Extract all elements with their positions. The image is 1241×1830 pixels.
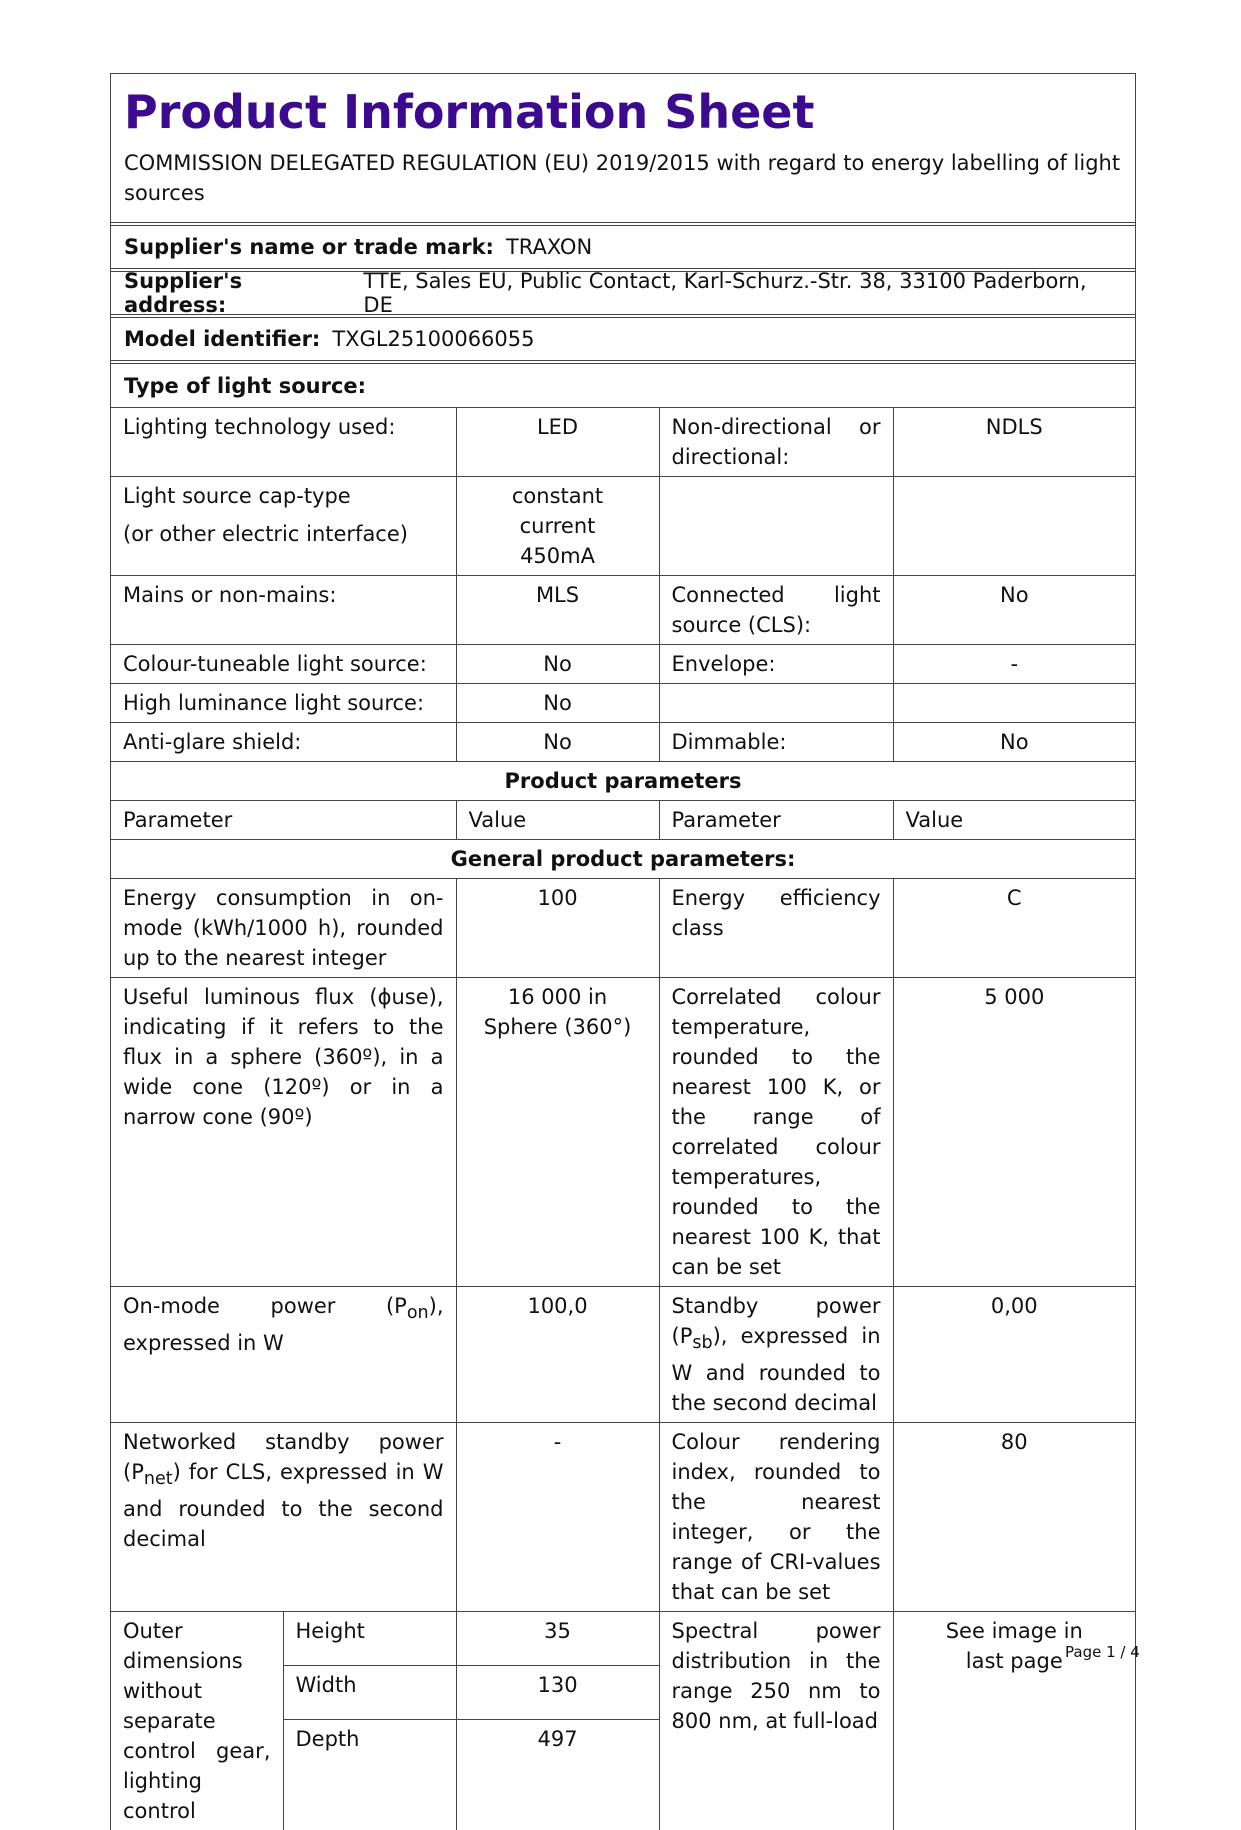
column-header: Value [893,801,1135,840]
supplier-address-row [111,271,1135,315]
table-row [111,645,1135,684]
type-label: Dimmable: [659,723,893,762]
parameter-value: - [456,1423,659,1612]
type-label [659,684,893,723]
parameter-value: C [893,879,1135,978]
label-subscript: net [143,1469,173,1490]
type-value: No [456,684,659,723]
type-label: Anti-glare shield: [111,723,456,762]
parameter-value: See image in last page [893,1612,1135,1830]
parameters-table [111,407,1135,1830]
type-heading-row [111,363,1135,407]
column-header: Parameter [659,801,893,840]
parameter-label: Spectral power distribution in the range 250 nm to 800 nm, at full-load [659,1612,893,1830]
table-row [111,684,1135,723]
table-row [111,477,1135,576]
page-title: Product Information Sheet [124,85,815,139]
type-label [659,477,893,576]
type-value: constant current 450mA [456,477,659,576]
supplier-name-value: TRAXON [505,235,593,259]
type-value [893,477,1135,576]
type-label: Envelope: [659,645,893,684]
type-value: No [456,645,659,684]
table-row [111,408,1135,477]
supplier-name-row [111,225,1135,269]
column-header: Value [456,801,659,840]
parameter-label: Colour rendering index, rounded to the nearest integer, or the range of CRI-values that can be set [659,1423,893,1612]
table-row [111,723,1135,762]
sheet-header [111,74,1135,223]
product-information-sheet [110,73,1136,1830]
parameter-label: Energy consumption in on-mode (kWh/1000 h), rounded up to the nearest integer [111,879,456,978]
type-value: No [893,723,1135,762]
table-row [111,879,1135,978]
parameter-label: Correlated colour temperature, rounded to the nearest 100 K, or the range of correlated colour temperatures, rounded to the nearest 100 K, that can be set [659,978,893,1287]
dimension-value: 497 [456,1720,659,1830]
label-subscript: on [406,1303,429,1324]
dimension-value: 130 [456,1666,659,1720]
label-part: ) for CLS, expressed in W and rounded to the second decimal [123,1460,444,1552]
model-identifier-value: TXGL25100066055 [332,327,535,351]
label-part: Networked standby power (P [123,1430,444,1485]
supplier-address-label: Supplier's address: [124,269,243,317]
cap-type-label: Light source cap-type [123,484,351,508]
table-row [111,576,1135,645]
general-parameters-heading: General product parameters: [111,840,1135,879]
parameter-value: 80 [893,1423,1135,1612]
table-row [111,801,1135,840]
parameter-value: 0,00 [893,1287,1135,1423]
type-label: High luminance light source: [111,684,456,723]
parameter-value: 100,0 [456,1287,659,1423]
parameter-label [111,1423,456,1612]
table-row [111,978,1135,1287]
supplier-address-value: TTE, Sales EU, Public Contact, Karl-Schurz.-Str. 38, 33100 Paderborn, DE [363,269,1087,317]
label-part: ), expressed in W and rounded to the second decimal [671,1324,881,1416]
label-part: On-mode power (P [123,1294,407,1318]
table-row [111,1287,1135,1423]
table-row [111,762,1135,801]
supplier-name-label: Supplier's name or trade mark: [124,235,494,259]
page-number: Page 1 / 4 [1065,1643,1140,1661]
type-label: Lighting technology used: [111,408,456,477]
type-label: Connected light source (CLS): [659,576,893,645]
type-value: NDLS [893,408,1135,477]
label-part: Standby power (P [671,1294,881,1348]
type-label [111,477,456,576]
table-row [111,1423,1135,1612]
type-value: LED [456,408,659,477]
label-part: ), expressed in W [123,1294,444,1356]
parameter-label [659,1287,893,1423]
type-value: - [893,645,1135,684]
parameter-value: 16 000 in Sphere (360°) [456,978,659,1287]
parameter-label: Useful luminous flux (ϕuse), indicating if it refers to the flux in a sphere (360º), in a wide cone (120º) or in a narrow cone (90º) [111,978,456,1287]
model-identifier-label: Model identifier: [124,327,321,351]
type-label: Mains or non-mains: [111,576,456,645]
table-row [111,840,1135,879]
parameter-label: Energy efficiency class [659,879,893,978]
type-heading: Type of light source: [124,373,367,398]
column-header: Parameter [111,801,456,840]
product-parameters-heading: Product parameters [111,762,1135,801]
table-row [111,1612,1135,1666]
type-value [893,684,1135,723]
parameter-value: 5 000 [893,978,1135,1287]
parameter-value: 100 [456,879,659,978]
dimension-name: Height [283,1612,456,1666]
model-identifier-row [111,317,1135,361]
type-label: Colour-tuneable light source: [111,645,456,684]
dimension-value: 35 [456,1612,659,1666]
type-value: No [456,723,659,762]
type-value: No [893,576,1135,645]
dimensions-label: Outer dimensions without separate control gear, lighting control [111,1612,283,1830]
type-value: MLS [456,576,659,645]
regulation-subtitle: COMMISSION DELEGATED REGULATION (EU) 2019/2015 with regard to energy labelling of light sources [124,151,1121,205]
dimension-name: Width [283,1666,456,1720]
dimension-name: Depth [283,1720,456,1830]
type-label: Non-directional or directional: [659,408,893,477]
cap-type-sublabel: (or other electric interface) [123,522,408,546]
parameter-label [111,1287,456,1423]
label-subscript: sb [692,1333,713,1354]
